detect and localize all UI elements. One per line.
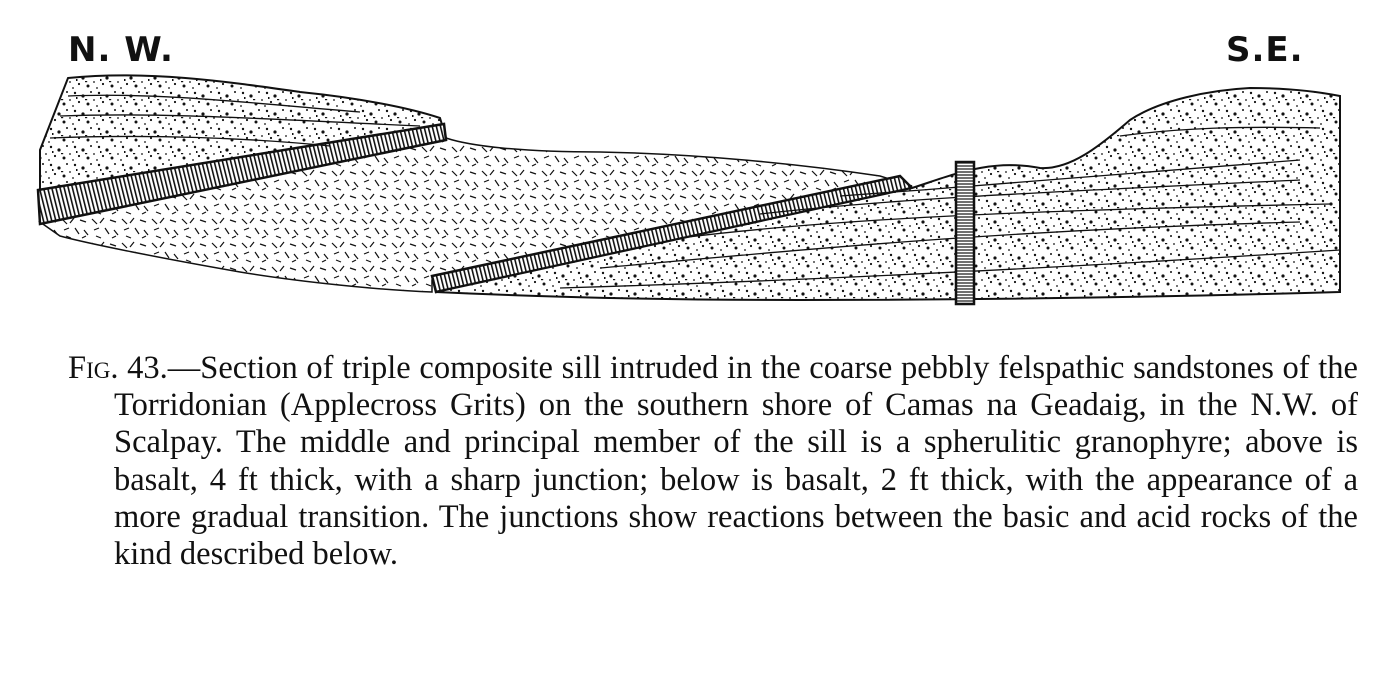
- geological-section-diagram: [0, 0, 1400, 330]
- figure-label: Fig.: [68, 350, 119, 386]
- caption-text: 43.—Section of triple composite sill intruded in the coarse pebbly felspathic sandstones of the Torridonian (Applecross Grits) on the southern shore of Camas na Geadaig, in the N.W. of Scalpay. The middle and principal member of the sill is a spherulitic granophyre; above is basalt, 4 ft thick, with a sharp junction; below is basalt, 2 ft thick, with the appearance of a more gradual transition. The junctions show reactions between the basic and acid rocks of the kind described below.: [114, 350, 1358, 573]
- orientation-se-label: S.E.: [1226, 30, 1304, 70]
- orientation-nw-label: N. W.: [68, 30, 174, 70]
- vertical-dyke: [956, 162, 974, 304]
- figure-caption: [68, 350, 1358, 573]
